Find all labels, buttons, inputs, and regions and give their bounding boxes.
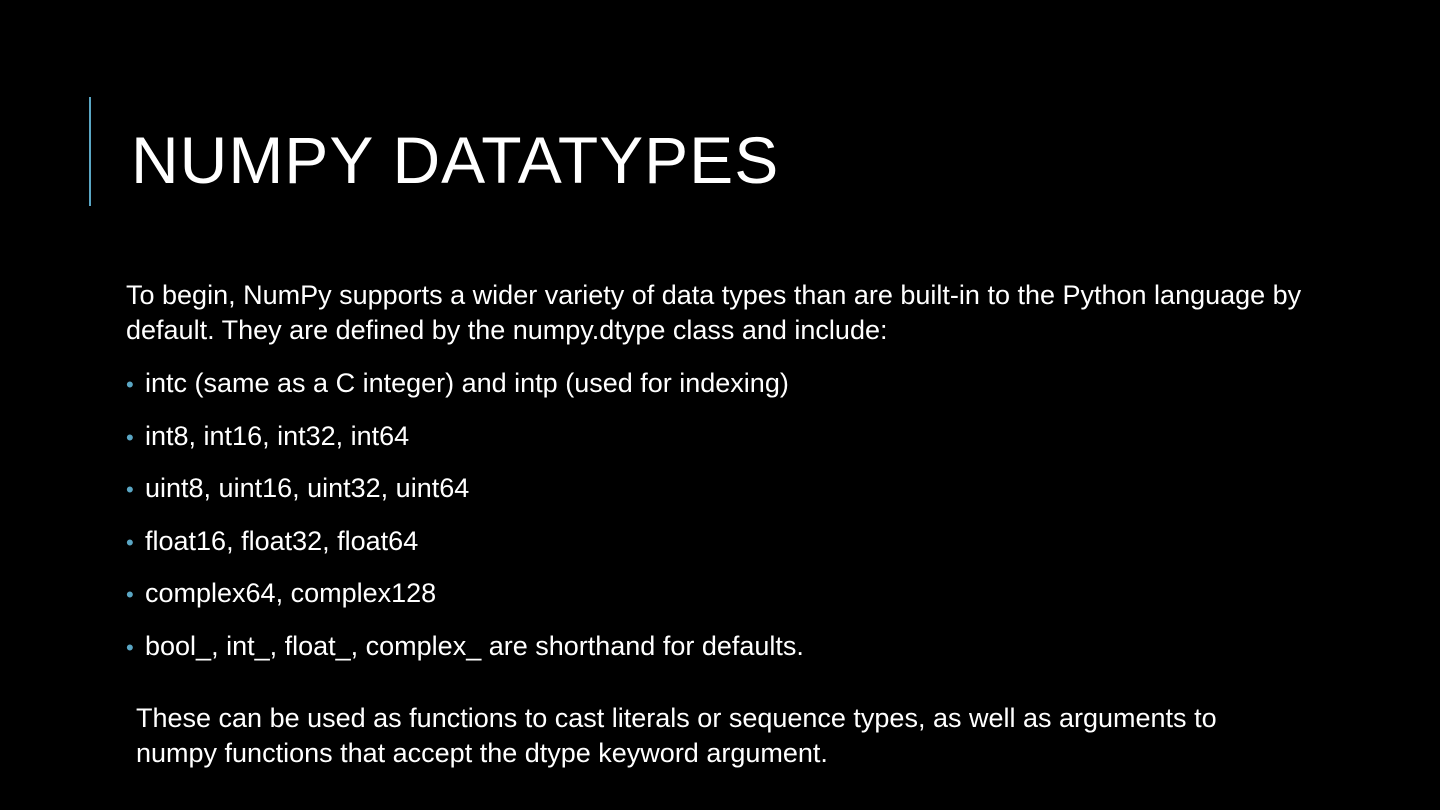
bullet-text: float16, float32, float64 [145, 525, 419, 556]
slide-title: NUMPY DATATYPES [131, 123, 780, 197]
outro-paragraph: These can be used as functions to cast literals or sequence types, as well as arguments to numpy functions that accept the dtype keyword argument. [136, 703, 1217, 768]
bullet-dot-icon: • [126, 634, 134, 660]
bullet-text: bool_, int_, float_, complex_ are shorthand for defaults. [145, 630, 804, 661]
bullet-item-intc [126, 366, 804, 419]
bullet-item-int [126, 419, 804, 472]
intro-paragraph: To begin, NumPy supports a wider variety of data types than are built-in to the Python language by default. They are defined by the numpy.dtype class and include: [126, 280, 1302, 345]
bullet-text: intc (same as a C integer) and intp (used for indexing) [145, 368, 789, 398]
bullet-dot-icon: • [126, 582, 134, 607]
bullet-dot-icon: • [126, 477, 134, 502]
datatype-bullet-list [126, 366, 804, 681]
bullet-text: int8, int16, int32, int64 [145, 420, 410, 451]
bullet-text: complex64, complex128 [145, 578, 437, 608]
bullet-item-complex [126, 576, 804, 629]
title-accent-bar [89, 97, 91, 206]
bullet-item-uint [126, 471, 804, 524]
bullet-dot-icon: • [126, 529, 134, 555]
bullet-item-shorthand [126, 629, 804, 682]
bullet-text: uint8, uint16, uint32, uint64 [145, 473, 470, 503]
bullet-item-float [126, 524, 804, 577]
bullet-dot-icon: • [126, 424, 134, 450]
bullet-dot-icon: • [126, 372, 134, 397]
